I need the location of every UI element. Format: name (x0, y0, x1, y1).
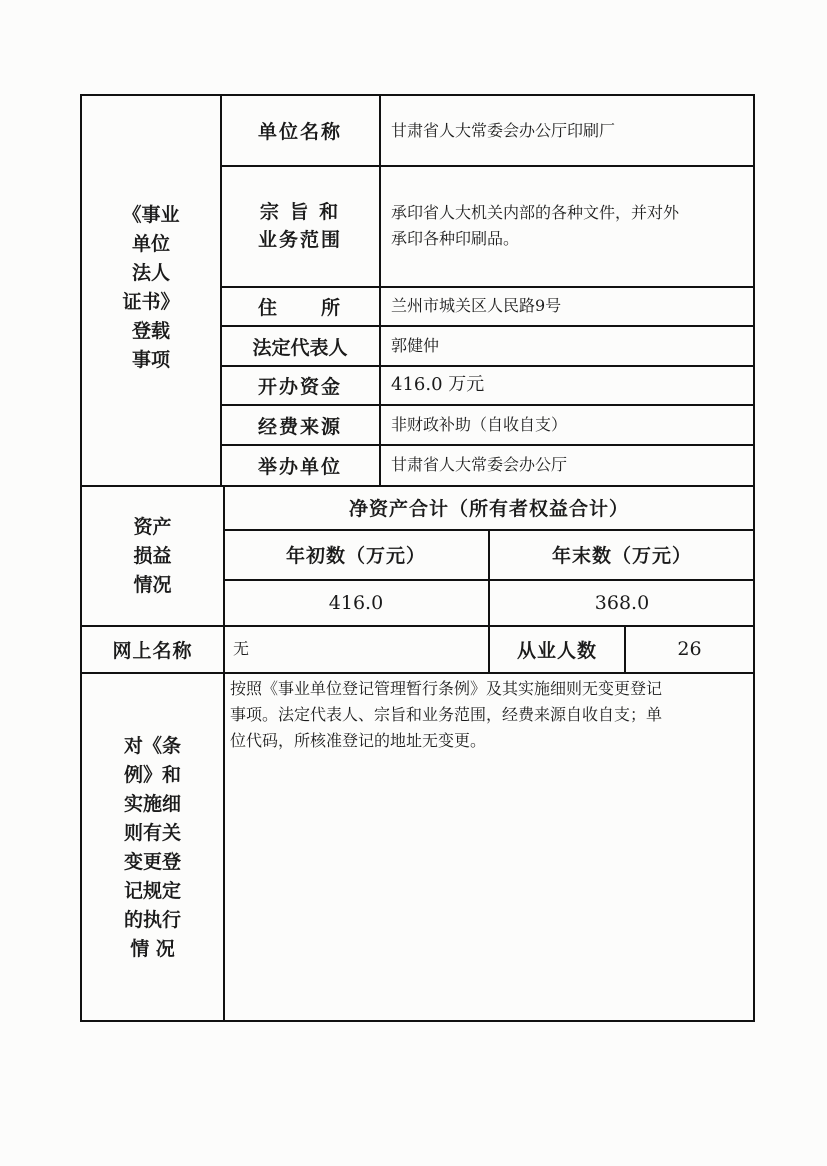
heading-line: 变更登 (123, 851, 181, 873)
staff-count-label: 从业人数 (516, 639, 597, 662)
heading-line: 记规定 (123, 880, 181, 902)
heading-line: 资产 (133, 515, 172, 538)
heading-line: 《事业 (122, 204, 180, 226)
assets-heading (82, 510, 223, 602)
compliance-heading (82, 732, 223, 964)
heading-line: 实施细 (123, 793, 181, 815)
purpose-value-line: 承印各种印刷品。 (391, 229, 520, 248)
unit-name-label: 单位名称 (257, 121, 342, 143)
heading-line: 则有关 (123, 822, 181, 844)
sponsor-label: 举办单位 (257, 455, 342, 478)
purpose-value (381, 166, 743, 286)
heading-line: 对《条 (123, 735, 181, 757)
unit-name-value: 甘肃省人大常委会办公厅印刷厂 (391, 120, 616, 140)
online-name-label: 网上名称 (112, 639, 193, 662)
compliance-text-line: 事项。法定代表人、宗旨和业务范围，经费来源自收自支；单 (230, 705, 663, 724)
end-year-label: 年末数（万元） (551, 545, 692, 567)
purpose-label-line: 宗 旨 和 (259, 201, 341, 223)
heading-line: 法人 (131, 262, 170, 284)
funding-source-label: 经费来源 (257, 415, 342, 438)
heading-line: 例》和 (123, 764, 181, 786)
compliance-text-line: 按照《事业单位登记管理暂行条例》及其实施细则无变更登记 (230, 679, 663, 698)
certificate-items-heading (82, 200, 220, 376)
purpose-value-line: 承印省人大机关内部的各种文件，并对外 (391, 203, 680, 222)
purpose-label (221, 166, 379, 286)
compliance-text-line: 位代码，所核准登记的地址无变更。 (230, 731, 487, 750)
begin-year-label: 年初数（万元） (285, 545, 426, 567)
net-assets-header: 净资产合计（所有者权益合计） (348, 498, 629, 520)
end-year-value: 368.0 (594, 591, 650, 614)
heading-line: 情 况 (130, 938, 175, 960)
compliance-text (230, 676, 750, 756)
heading-line: 的执行 (123, 909, 181, 931)
begin-year-value: 416.0 (328, 591, 384, 614)
heading-line: 证书》 (122, 291, 180, 313)
capital-value: 416.0 万元 (391, 374, 485, 395)
staff-count-value: 26 (677, 638, 702, 660)
heading-line: 事项 (131, 349, 170, 371)
funding-source-value: 非财政补助（自收自支） (391, 415, 568, 434)
capital-label: 开办资金 (257, 375, 342, 398)
online-name-value: 无 (233, 639, 250, 658)
heading-line: 单位 (131, 233, 170, 255)
legal-rep-label: 法定代表人 (252, 336, 348, 359)
section-line (80, 672, 754, 674)
address-label: 住 所 (257, 296, 342, 319)
legal-rep-value: 郭健仲 (391, 336, 440, 355)
heading-line: 登载 (131, 320, 170, 342)
heading-line: 损益 (133, 544, 172, 567)
address-value: 兰州市城关区人民路9号 (391, 296, 562, 315)
heading-line: 情况 (133, 573, 172, 596)
purpose-label-line: 业务范围 (257, 229, 342, 251)
sponsor-value: 甘肃省人大常委会办公厅 (391, 455, 568, 474)
table-border-bottom (80, 1020, 755, 1022)
